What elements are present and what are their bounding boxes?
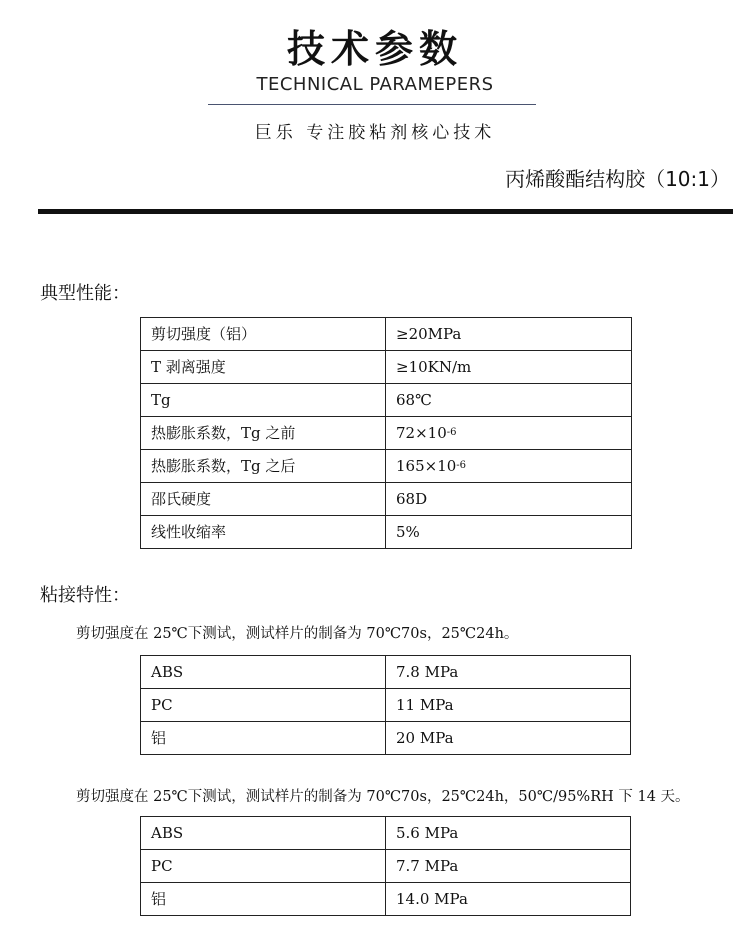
property-name-cell: 邵氏硬度 — [141, 483, 386, 516]
property-value-text: 5.6 MPa — [396, 823, 459, 842]
property-value-text: 72×10 — [396, 423, 447, 442]
table-row — [141, 483, 632, 516]
property-value-cell — [386, 318, 632, 351]
property-name-cell: PC — [141, 689, 386, 722]
property-value-text: 68℃ — [396, 390, 432, 409]
table-row — [141, 384, 632, 417]
property-name-cell: T 剥离强度 — [141, 351, 386, 384]
property-value-text: 7.8 MPa — [396, 662, 459, 681]
property-value-cell — [386, 351, 632, 384]
table-row — [141, 318, 632, 351]
property-value-text: ≥10KN/m — [396, 357, 472, 376]
table-row — [141, 850, 631, 883]
typical-properties-heading: 典型性能： — [40, 283, 130, 304]
property-name-cell: 线性收缩率 — [141, 516, 386, 549]
bonding-properties-heading: 粘接特性： — [40, 585, 130, 606]
table-row — [141, 883, 631, 916]
property-name-cell: 剪切强度（铝） — [141, 318, 386, 351]
property-name-cell: 铝 — [141, 722, 386, 755]
property-value-text: 5% — [396, 522, 420, 541]
company-tagline: 巨乐 专注胶粘剂核心技术 — [254, 123, 496, 143]
property-name-cell: 热膨胀系数，Tg 之前 — [141, 417, 386, 450]
property-name-cell: ABS — [141, 656, 386, 689]
property-value-cell — [386, 450, 632, 483]
table-row — [141, 722, 631, 755]
table-row — [141, 817, 631, 850]
table-row — [141, 450, 632, 483]
section-divider — [38, 209, 733, 214]
property-value-cell — [386, 417, 632, 450]
property-name-cell: PC — [141, 850, 386, 883]
property-value-text: 20 MPa — [396, 728, 454, 747]
property-value-cell — [386, 516, 632, 549]
table-row — [141, 689, 631, 722]
header-divider — [208, 104, 536, 105]
property-value-text: 68D — [396, 489, 428, 508]
shear-strength-table-1-body — [141, 656, 631, 755]
property-value-text: 14.0 MPa — [396, 889, 468, 908]
exponent-superscript: -6 — [446, 426, 457, 438]
shear-strength-table-2 — [140, 816, 631, 916]
property-value-cell — [386, 722, 631, 755]
product-name: 丙烯酸酯结构胶（10:1） — [505, 167, 730, 191]
property-name-cell: 铝 — [141, 883, 386, 916]
shear-strength-table-2-body — [141, 817, 631, 916]
exponent-superscript: -6 — [456, 459, 467, 471]
shear-strength-table-1 — [140, 655, 631, 755]
english-subtitle: TECHNICAL PARAMEPERS — [256, 74, 494, 95]
property-value-cell — [386, 384, 632, 417]
typical-properties-table — [140, 317, 632, 549]
typical-properties-body — [141, 318, 632, 549]
property-name-cell: 热膨胀系数，Tg 之后 — [141, 450, 386, 483]
property-value-text: 7.7 MPa — [396, 856, 459, 875]
table-row — [141, 516, 632, 549]
property-value-text: 165×10 — [396, 456, 457, 475]
table-row — [141, 417, 632, 450]
property-value-text: ≥20MPa — [396, 324, 462, 343]
property-name-cell: Tg — [141, 384, 386, 417]
test-condition-note-1: 剪切强度在 25℃下测试，测试样片的制备为 70℃70s，25℃24h。 — [76, 626, 519, 642]
property-value-text: 11 MPa — [396, 695, 454, 714]
property-name-cell: ABS — [141, 817, 386, 850]
property-value-cell — [386, 883, 631, 916]
table-row — [141, 656, 631, 689]
property-value-cell — [386, 656, 631, 689]
property-value-cell — [386, 817, 631, 850]
table-row — [141, 351, 632, 384]
property-value-cell — [386, 483, 632, 516]
page-title: 技术参数 — [286, 27, 463, 71]
property-value-cell — [386, 850, 631, 883]
test-condition-note-2: 剪切强度在 25℃下测试，测试样片的制备为 70℃70s，25℃24h，50℃/95%RH 下 14 天。 — [76, 789, 690, 805]
property-value-cell — [386, 689, 631, 722]
